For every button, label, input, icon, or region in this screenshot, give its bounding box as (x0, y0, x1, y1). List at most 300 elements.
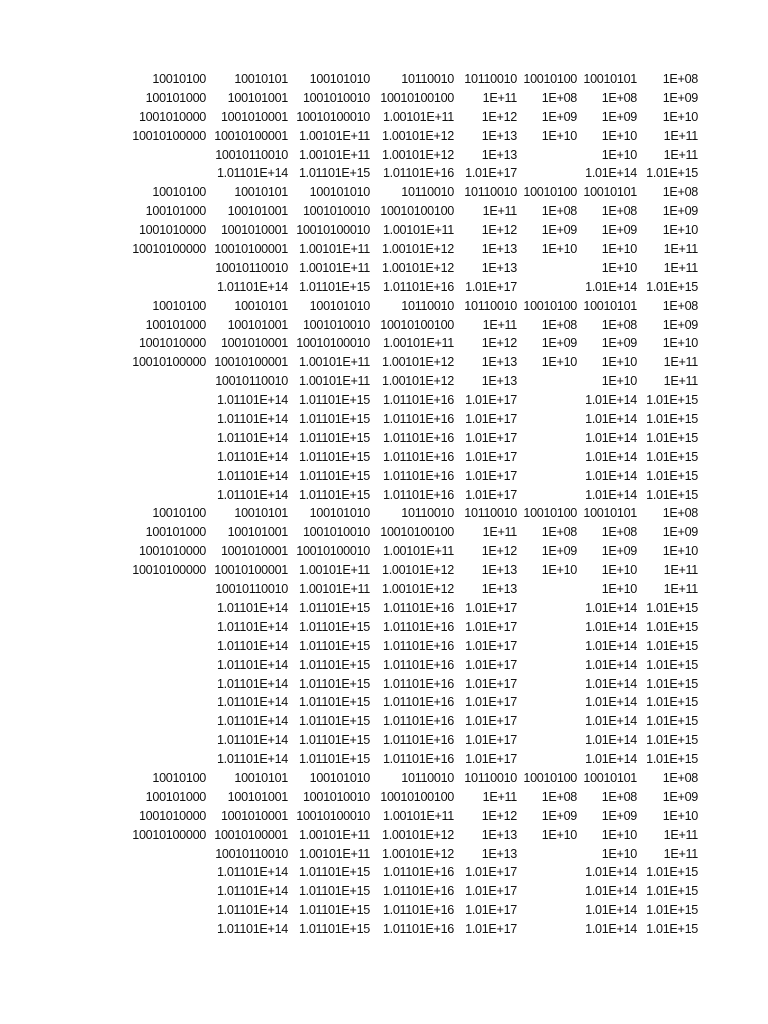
table-cell[interactable]: 100101010 (309, 72, 370, 86)
table-cell[interactable]: 1.01101E+15 (298, 468, 370, 483)
table-cell[interactable]: 1E+11 (482, 525, 517, 540)
table-cell[interactable] (517, 164, 577, 183)
table-cell[interactable] (120, 731, 206, 750)
table-cell[interactable]: 100101001 (227, 525, 288, 540)
table-cell[interactable]: 1.00101E+11 (298, 582, 370, 597)
table-cell[interactable] (517, 467, 577, 486)
table-cell[interactable]: 1.01E+17 (465, 695, 517, 710)
table-cell[interactable]: 1.01E+15 (646, 922, 698, 937)
table-cell[interactable]: 1.01E+17 (465, 468, 517, 483)
table-cell[interactable]: 1.01E+14 (585, 166, 637, 181)
table-cell[interactable]: 1.00101E+11 (298, 355, 370, 370)
table-cell[interactable]: 1.01101E+15 (298, 619, 370, 634)
table-cell[interactable]: 1.01E+17 (465, 487, 517, 502)
table-cell[interactable]: 100101001 (227, 789, 288, 804)
table-cell[interactable]: 1.01101E+15 (298, 695, 370, 710)
table-cell[interactable] (120, 410, 206, 429)
table-cell[interactable]: 10010100010 (296, 109, 370, 124)
table-cell[interactable]: 1.01101E+15 (298, 393, 370, 408)
table-cell[interactable]: 1.00101E+11 (298, 846, 370, 861)
table-cell[interactable] (120, 372, 206, 391)
table-cell[interactable] (120, 750, 206, 769)
table-cell[interactable] (517, 637, 577, 656)
table-cell[interactable]: 1.01101E+15 (298, 922, 370, 937)
table-cell[interactable]: 1.01101E+14 (216, 922, 288, 937)
table-cell[interactable]: 1.00101E+11 (298, 374, 370, 389)
table-cell[interactable]: 10010100000 (132, 563, 206, 578)
table-cell[interactable]: 100101000 (145, 789, 206, 804)
table-cell[interactable]: 1.01E+15 (646, 676, 698, 691)
table-cell[interactable]: 1.01101E+15 (298, 638, 370, 653)
table-cell[interactable]: 1.00101E+12 (382, 128, 454, 143)
table-cell[interactable] (120, 901, 206, 920)
table-cell[interactable]: 1.00101E+11 (298, 260, 370, 275)
table-cell[interactable]: 1E+09 (662, 317, 698, 332)
table-cell[interactable]: 1E+10 (601, 582, 637, 597)
table-cell[interactable]: 1.01E+14 (585, 733, 637, 748)
table-cell[interactable]: 1.00101E+12 (382, 260, 454, 275)
table-cell[interactable]: 1.01E+14 (585, 922, 637, 937)
table-cell[interactable]: 1.01101E+16 (382, 468, 454, 483)
table-cell[interactable]: 1.01101E+16 (382, 393, 454, 408)
table-cell[interactable]: 1.01101E+15 (298, 487, 370, 502)
table-cell[interactable] (517, 486, 577, 505)
table-cell[interactable]: 1.01101E+15 (298, 166, 370, 181)
table-cell[interactable]: 1.00101E+11 (382, 223, 454, 238)
table-cell[interactable]: 1E+10 (601, 827, 637, 842)
table-cell[interactable]: 1.01101E+16 (382, 752, 454, 767)
table-cell[interactable]: 1E+08 (601, 525, 637, 540)
table-cell[interactable]: 1E+11 (663, 355, 698, 370)
table-cell[interactable]: 1E+08 (541, 317, 577, 332)
table-cell[interactable]: 1E+11 (663, 827, 698, 842)
table-cell[interactable] (120, 693, 206, 712)
table-cell[interactable]: 1E+11 (482, 204, 517, 219)
table-cell[interactable]: 1.00101E+11 (382, 544, 454, 559)
table-cell[interactable]: 1E+08 (662, 506, 698, 521)
table-cell[interactable]: 10010100001 (214, 242, 288, 257)
table-cell[interactable]: 1E+11 (663, 128, 698, 143)
table-cell[interactable]: 1E+09 (662, 204, 698, 219)
table-cell[interactable] (517, 278, 577, 297)
table-cell[interactable] (517, 429, 577, 448)
table-cell[interactable]: 1.01101E+16 (382, 487, 454, 502)
table-cell[interactable]: 1001010010 (302, 90, 370, 105)
table-cell[interactable]: 1.01E+17 (465, 279, 517, 294)
table-cell[interactable]: 10010101 (583, 506, 637, 521)
table-cell[interactable] (120, 467, 206, 486)
table-cell[interactable]: 1.01E+15 (646, 657, 698, 672)
table-cell[interactable]: 1001010000 (138, 109, 206, 124)
table-cell[interactable]: 1E+12 (481, 544, 517, 559)
table-cell[interactable]: 1.00101E+12 (382, 147, 454, 162)
table-cell[interactable]: 1001010000 (138, 544, 206, 559)
table-cell[interactable]: 1E+13 (481, 260, 517, 275)
table-cell[interactable]: 10010101 (583, 72, 637, 86)
table-cell[interactable]: 1.00101E+11 (382, 336, 454, 351)
table-cell[interactable]: 1E+09 (541, 336, 577, 351)
table-cell[interactable]: 10010110010 (215, 260, 288, 275)
table-cell[interactable]: 10010100000 (132, 355, 206, 370)
table-cell[interactable]: 1E+10 (541, 827, 577, 842)
table-cell[interactable]: 1.01101E+16 (382, 430, 454, 445)
table-cell[interactable]: 1E+10 (601, 374, 637, 389)
table-cell[interactable]: 1.01E+17 (465, 752, 517, 767)
table-cell[interactable]: 1E+08 (601, 789, 637, 804)
table-cell[interactable]: 1.01101E+14 (216, 884, 288, 899)
table-cell[interactable]: 1.01E+17 (465, 733, 517, 748)
table-cell[interactable]: 1.01E+17 (465, 600, 517, 615)
table-cell[interactable]: 1E+08 (662, 185, 698, 200)
table-cell[interactable]: 1E+10 (541, 563, 577, 578)
table-cell[interactable]: 1E+08 (601, 204, 637, 219)
table-cell[interactable]: 1E+10 (601, 846, 637, 861)
table-cell[interactable]: 1.01E+14 (585, 487, 637, 502)
table-cell[interactable]: 1E+11 (663, 846, 698, 861)
table-cell[interactable]: 10110010 (401, 298, 454, 313)
table-cell[interactable] (120, 278, 206, 297)
table-cell[interactable] (120, 863, 206, 882)
table-cell[interactable]: 1E+08 (541, 789, 577, 804)
table-cell[interactable] (517, 410, 577, 429)
table-cell[interactable]: 1E+13 (481, 582, 517, 597)
table-cell[interactable]: 100101010 (309, 770, 370, 785)
table-cell[interactable]: 1.00101E+11 (298, 827, 370, 842)
table-cell[interactable]: 1.01E+15 (646, 714, 698, 729)
table-cell[interactable]: 100101000 (145, 204, 206, 219)
table-cell[interactable]: 1.01101E+14 (216, 865, 288, 880)
table-cell[interactable]: 1.00101E+12 (382, 582, 454, 597)
table-cell[interactable]: 1E+10 (601, 128, 637, 143)
table-cell[interactable]: 10010100100 (380, 789, 454, 804)
table-cell[interactable]: 1.01E+14 (585, 676, 637, 691)
table-cell[interactable]: 10110010 (401, 506, 454, 521)
table-cell[interactable]: 1001010010 (302, 525, 370, 540)
table-cell[interactable]: 1.01101E+16 (382, 600, 454, 615)
table-cell[interactable]: 10010110010 (215, 147, 288, 162)
table-cell[interactable] (517, 618, 577, 637)
table-cell[interactable] (120, 656, 206, 675)
table-cell[interactable]: 10010100010 (296, 544, 370, 559)
table-cell[interactable]: 1E+12 (481, 808, 517, 823)
table-cell[interactable] (120, 580, 206, 599)
table-cell[interactable]: 1.01E+14 (585, 600, 637, 615)
table-cell[interactable] (517, 693, 577, 712)
table-cell[interactable]: 10010100 (523, 185, 577, 200)
table-cell[interactable]: 10110010 (464, 72, 517, 86)
table-cell[interactable]: 1.01E+15 (646, 449, 698, 464)
table-cell[interactable]: 1.01101E+16 (382, 903, 454, 918)
table-cell[interactable]: 1E+12 (481, 223, 517, 238)
table-cell[interactable]: 10010101 (234, 298, 288, 313)
table-cell[interactable]: 1E+11 (663, 563, 698, 578)
table-cell[interactable]: 1.01E+15 (646, 884, 698, 899)
table-cell[interactable]: 1001010001 (220, 544, 288, 559)
table-cell[interactable]: 1E+13 (481, 374, 517, 389)
table-cell[interactable]: 1E+12 (481, 109, 517, 124)
table-cell[interactable]: 100101010 (309, 506, 370, 521)
table-cell[interactable]: 1.01E+15 (646, 393, 698, 408)
table-cell[interactable]: 1E+09 (662, 90, 698, 105)
table-cell[interactable]: 1E+13 (481, 846, 517, 861)
table-cell[interactable]: 1.01101E+15 (298, 676, 370, 691)
table-cell[interactable]: 100101000 (145, 317, 206, 332)
table-cell[interactable] (517, 712, 577, 731)
table-cell[interactable]: 1.01E+15 (646, 487, 698, 502)
table-cell[interactable]: 1.01101E+15 (298, 865, 370, 880)
table-cell[interactable]: 1E+11 (663, 260, 698, 275)
table-cell[interactable] (517, 599, 577, 618)
table-cell[interactable]: 1001010001 (220, 336, 288, 351)
table-cell[interactable]: 10110010 (464, 506, 517, 521)
table-cell[interactable]: 1.01E+17 (465, 619, 517, 634)
table-cell[interactable]: 1E+11 (482, 317, 517, 332)
table-cell[interactable]: 1001010001 (220, 808, 288, 823)
table-cell[interactable]: 1.01101E+14 (216, 903, 288, 918)
table-cell[interactable]: 1.01101E+14 (216, 733, 288, 748)
table-cell[interactable]: 1.01E+15 (646, 412, 698, 427)
table-cell[interactable]: 1E+08 (541, 90, 577, 105)
table-cell[interactable] (517, 901, 577, 920)
table-cell[interactable]: 1.01E+14 (585, 412, 637, 427)
table-cell[interactable]: 1.01E+17 (465, 449, 517, 464)
table-cell[interactable]: 10010100010 (296, 223, 370, 238)
table-cell[interactable]: 1E+10 (662, 544, 698, 559)
table-cell[interactable]: 1001010000 (138, 808, 206, 823)
table-cell[interactable]: 1.00101E+12 (382, 563, 454, 578)
table-cell[interactable]: 1.01101E+16 (382, 657, 454, 672)
table-cell[interactable] (517, 882, 577, 901)
table-cell[interactable]: 1.01E+14 (585, 714, 637, 729)
table-cell[interactable]: 1.01E+17 (465, 714, 517, 729)
table-cell[interactable]: 1.01101E+14 (216, 676, 288, 691)
table-cell[interactable]: 1.01101E+16 (382, 884, 454, 899)
table-cell[interactable]: 10010101 (583, 185, 637, 200)
table-cell[interactable]: 1.01101E+16 (382, 449, 454, 464)
table-cell[interactable] (517, 146, 577, 165)
table-cell[interactable]: 1E+13 (481, 128, 517, 143)
table-cell[interactable]: 1001010010 (302, 789, 370, 804)
table-cell[interactable] (120, 164, 206, 183)
table-cell[interactable]: 1.01101E+15 (298, 600, 370, 615)
table-cell[interactable]: 1E+10 (601, 563, 637, 578)
table-cell[interactable]: 1E+08 (662, 298, 698, 313)
table-cell[interactable]: 1.01E+17 (465, 922, 517, 937)
table-cell[interactable]: 1.01101E+14 (216, 393, 288, 408)
table-cell[interactable]: 1E+09 (541, 223, 577, 238)
table-cell[interactable]: 1.01101E+14 (216, 279, 288, 294)
table-cell[interactable]: 10010100001 (214, 827, 288, 842)
table-cell[interactable]: 1.01E+15 (646, 468, 698, 483)
table-cell[interactable]: 1.01101E+14 (216, 449, 288, 464)
table-cell[interactable]: 1E+10 (601, 355, 637, 370)
table-cell[interactable]: 10010100010 (296, 336, 370, 351)
table-cell[interactable]: 1E+10 (662, 223, 698, 238)
table-cell[interactable]: 1001010000 (138, 223, 206, 238)
table-cell[interactable]: 1.01E+15 (646, 733, 698, 748)
table-cell[interactable] (517, 259, 577, 278)
table-cell[interactable]: 1.01E+17 (465, 884, 517, 899)
table-cell[interactable]: 1.01E+17 (465, 430, 517, 445)
table-cell[interactable]: 1E+09 (541, 544, 577, 559)
table-cell[interactable]: 10010100 (152, 185, 206, 200)
table-cell[interactable]: 1E+10 (662, 109, 698, 124)
table-cell[interactable]: 1.00101E+12 (382, 374, 454, 389)
table-cell[interactable]: 10010100 (152, 72, 206, 86)
table-cell[interactable]: 10010110010 (215, 374, 288, 389)
table-cell[interactable] (517, 863, 577, 882)
table-cell[interactable]: 1.01E+15 (646, 695, 698, 710)
table-cell[interactable]: 10010100 (152, 770, 206, 785)
table-cell[interactable]: 1.01E+17 (465, 657, 517, 672)
table-cell[interactable]: 1.01E+14 (585, 449, 637, 464)
table-cell[interactable]: 1.00101E+12 (382, 827, 454, 842)
table-cell[interactable]: 1.01E+17 (465, 865, 517, 880)
table-cell[interactable]: 1.01101E+14 (216, 166, 288, 181)
table-cell[interactable]: 1E+11 (482, 789, 517, 804)
table-cell[interactable]: 1E+12 (481, 336, 517, 351)
table-cell[interactable]: 1.01101E+14 (216, 695, 288, 710)
table-cell[interactable]: 1.01101E+15 (298, 733, 370, 748)
table-cell[interactable]: 10010101 (234, 185, 288, 200)
table-cell[interactable]: 10010100001 (214, 128, 288, 143)
table-cell[interactable]: 1E+09 (662, 525, 698, 540)
table-cell[interactable]: 10010100 (523, 298, 577, 313)
table-cell[interactable]: 1E+10 (662, 808, 698, 823)
table-cell[interactable]: 1E+11 (482, 90, 517, 105)
table-cell[interactable]: 1.01101E+14 (216, 752, 288, 767)
table-cell[interactable]: 100101001 (227, 317, 288, 332)
table-cell[interactable]: 1.01101E+14 (216, 468, 288, 483)
table-cell[interactable]: 1.00101E+11 (382, 109, 454, 124)
table-cell[interactable] (120, 259, 206, 278)
table-cell[interactable]: 1.01E+15 (646, 600, 698, 615)
table-cell[interactable]: 1001010010 (302, 317, 370, 332)
table-cell[interactable]: 1E+11 (663, 374, 698, 389)
table-cell[interactable]: 10010101 (234, 770, 288, 785)
table-cell[interactable]: 1.01101E+14 (216, 412, 288, 427)
table-cell[interactable]: 1E+13 (481, 827, 517, 842)
table-cell[interactable]: 1E+08 (601, 317, 637, 332)
table-cell[interactable]: 1.01101E+16 (382, 865, 454, 880)
table-cell[interactable]: 1.01E+15 (646, 903, 698, 918)
table-cell[interactable] (120, 845, 206, 864)
table-cell[interactable]: 10010100100 (380, 525, 454, 540)
table-cell[interactable] (517, 580, 577, 599)
table-cell[interactable]: 10010100000 (132, 128, 206, 143)
table-cell[interactable]: 1.01E+17 (465, 903, 517, 918)
table-cell[interactable]: 1E+13 (481, 147, 517, 162)
table-cell[interactable]: 10010110010 (215, 846, 288, 861)
table-cell[interactable]: 1.01101E+15 (298, 884, 370, 899)
table-cell[interactable] (120, 882, 206, 901)
table-cell[interactable]: 1.01E+14 (585, 752, 637, 767)
table-cell[interactable]: 1.01101E+15 (298, 714, 370, 729)
table-cell[interactable]: 1.01101E+15 (298, 752, 370, 767)
table-cell[interactable] (517, 920, 577, 939)
table-cell[interactable]: 1E+08 (662, 72, 698, 86)
table-cell[interactable]: 1.01E+15 (646, 865, 698, 880)
table-cell[interactable]: 1.00101E+12 (382, 355, 454, 370)
table-cell[interactable]: 1.01101E+16 (382, 695, 454, 710)
table-cell[interactable]: 10010101 (583, 298, 637, 313)
table-cell[interactable]: 10010101 (234, 72, 288, 86)
table-cell[interactable]: 1.01E+14 (585, 903, 637, 918)
table-cell[interactable]: 100101001 (227, 204, 288, 219)
table-cell[interactable]: 1E+11 (663, 582, 698, 597)
table-cell[interactable]: 1.00101E+11 (298, 242, 370, 257)
table-cell[interactable]: 1E+10 (601, 242, 637, 257)
table-cell[interactable]: 10110010 (401, 770, 454, 785)
table-cell[interactable]: 1.01E+14 (585, 468, 637, 483)
table-cell[interactable]: 1001010010 (302, 204, 370, 219)
table-cell[interactable] (517, 372, 577, 391)
table-cell[interactable]: 10010100100 (380, 90, 454, 105)
table-cell[interactable] (120, 486, 206, 505)
table-cell[interactable]: 1.01E+15 (646, 279, 698, 294)
table-cell[interactable]: 1.01E+14 (585, 393, 637, 408)
table-cell[interactable]: 1.01101E+15 (298, 903, 370, 918)
table-cell[interactable]: 1.01E+14 (585, 657, 637, 672)
table-cell[interactable]: 1001010001 (220, 223, 288, 238)
table-cell[interactable]: 1E+11 (663, 242, 698, 257)
table-cell[interactable]: 1E+08 (662, 770, 698, 785)
table-cell[interactable] (120, 675, 206, 694)
table-cell[interactable]: 1E+13 (481, 563, 517, 578)
table-cell[interactable]: 1E+08 (541, 525, 577, 540)
table-cell[interactable]: 1.01101E+14 (216, 619, 288, 634)
table-cell[interactable]: 1.01101E+16 (382, 619, 454, 634)
table-cell[interactable] (120, 599, 206, 618)
table-cell[interactable]: 1E+09 (601, 223, 637, 238)
table-cell[interactable]: 1.00101E+11 (382, 808, 454, 823)
table-cell[interactable]: 100101010 (309, 298, 370, 313)
table-cell[interactable]: 100101000 (145, 90, 206, 105)
table-cell[interactable] (517, 391, 577, 410)
table-cell[interactable]: 1E+10 (541, 355, 577, 370)
table-cell[interactable]: 1001010001 (220, 109, 288, 124)
table-cell[interactable]: 1.00101E+11 (298, 563, 370, 578)
table-cell[interactable]: 1.01101E+14 (216, 714, 288, 729)
table-cell[interactable]: 10010100000 (132, 242, 206, 257)
table-cell[interactable]: 1.01101E+16 (382, 733, 454, 748)
table-cell[interactable]: 1.01E+15 (646, 166, 698, 181)
table-cell[interactable]: 10010110010 (215, 582, 288, 597)
table-cell[interactable]: 100101010 (309, 185, 370, 200)
table-cell[interactable]: 1.01101E+16 (382, 166, 454, 181)
table-cell[interactable]: 1.01E+14 (585, 619, 637, 634)
table-cell[interactable] (517, 448, 577, 467)
table-cell[interactable]: 10010100 (523, 72, 577, 86)
table-cell[interactable]: 1.01E+15 (646, 619, 698, 634)
table-cell[interactable]: 10010100 (523, 506, 577, 521)
table-cell[interactable]: 1.01101E+14 (216, 638, 288, 653)
table-cell[interactable]: 1E+08 (541, 204, 577, 219)
table-cell[interactable]: 100101001 (227, 90, 288, 105)
table-cell[interactable]: 1E+08 (601, 90, 637, 105)
table-cell[interactable]: 10110010 (401, 72, 454, 86)
table-cell[interactable] (517, 750, 577, 769)
table-cell[interactable]: 1.01101E+14 (216, 487, 288, 502)
table-cell[interactable]: 10010100 (523, 770, 577, 785)
table-cell[interactable]: 1.01E+15 (646, 638, 698, 653)
table-cell[interactable]: 1E+13 (481, 242, 517, 257)
table-cell[interactable]: 1.01E+14 (585, 695, 637, 710)
table-cell[interactable]: 1.01101E+14 (216, 657, 288, 672)
table-cell[interactable]: 1.01E+14 (585, 865, 637, 880)
table-cell[interactable]: 1.00101E+11 (298, 147, 370, 162)
table-cell[interactable]: 10010100001 (214, 355, 288, 370)
